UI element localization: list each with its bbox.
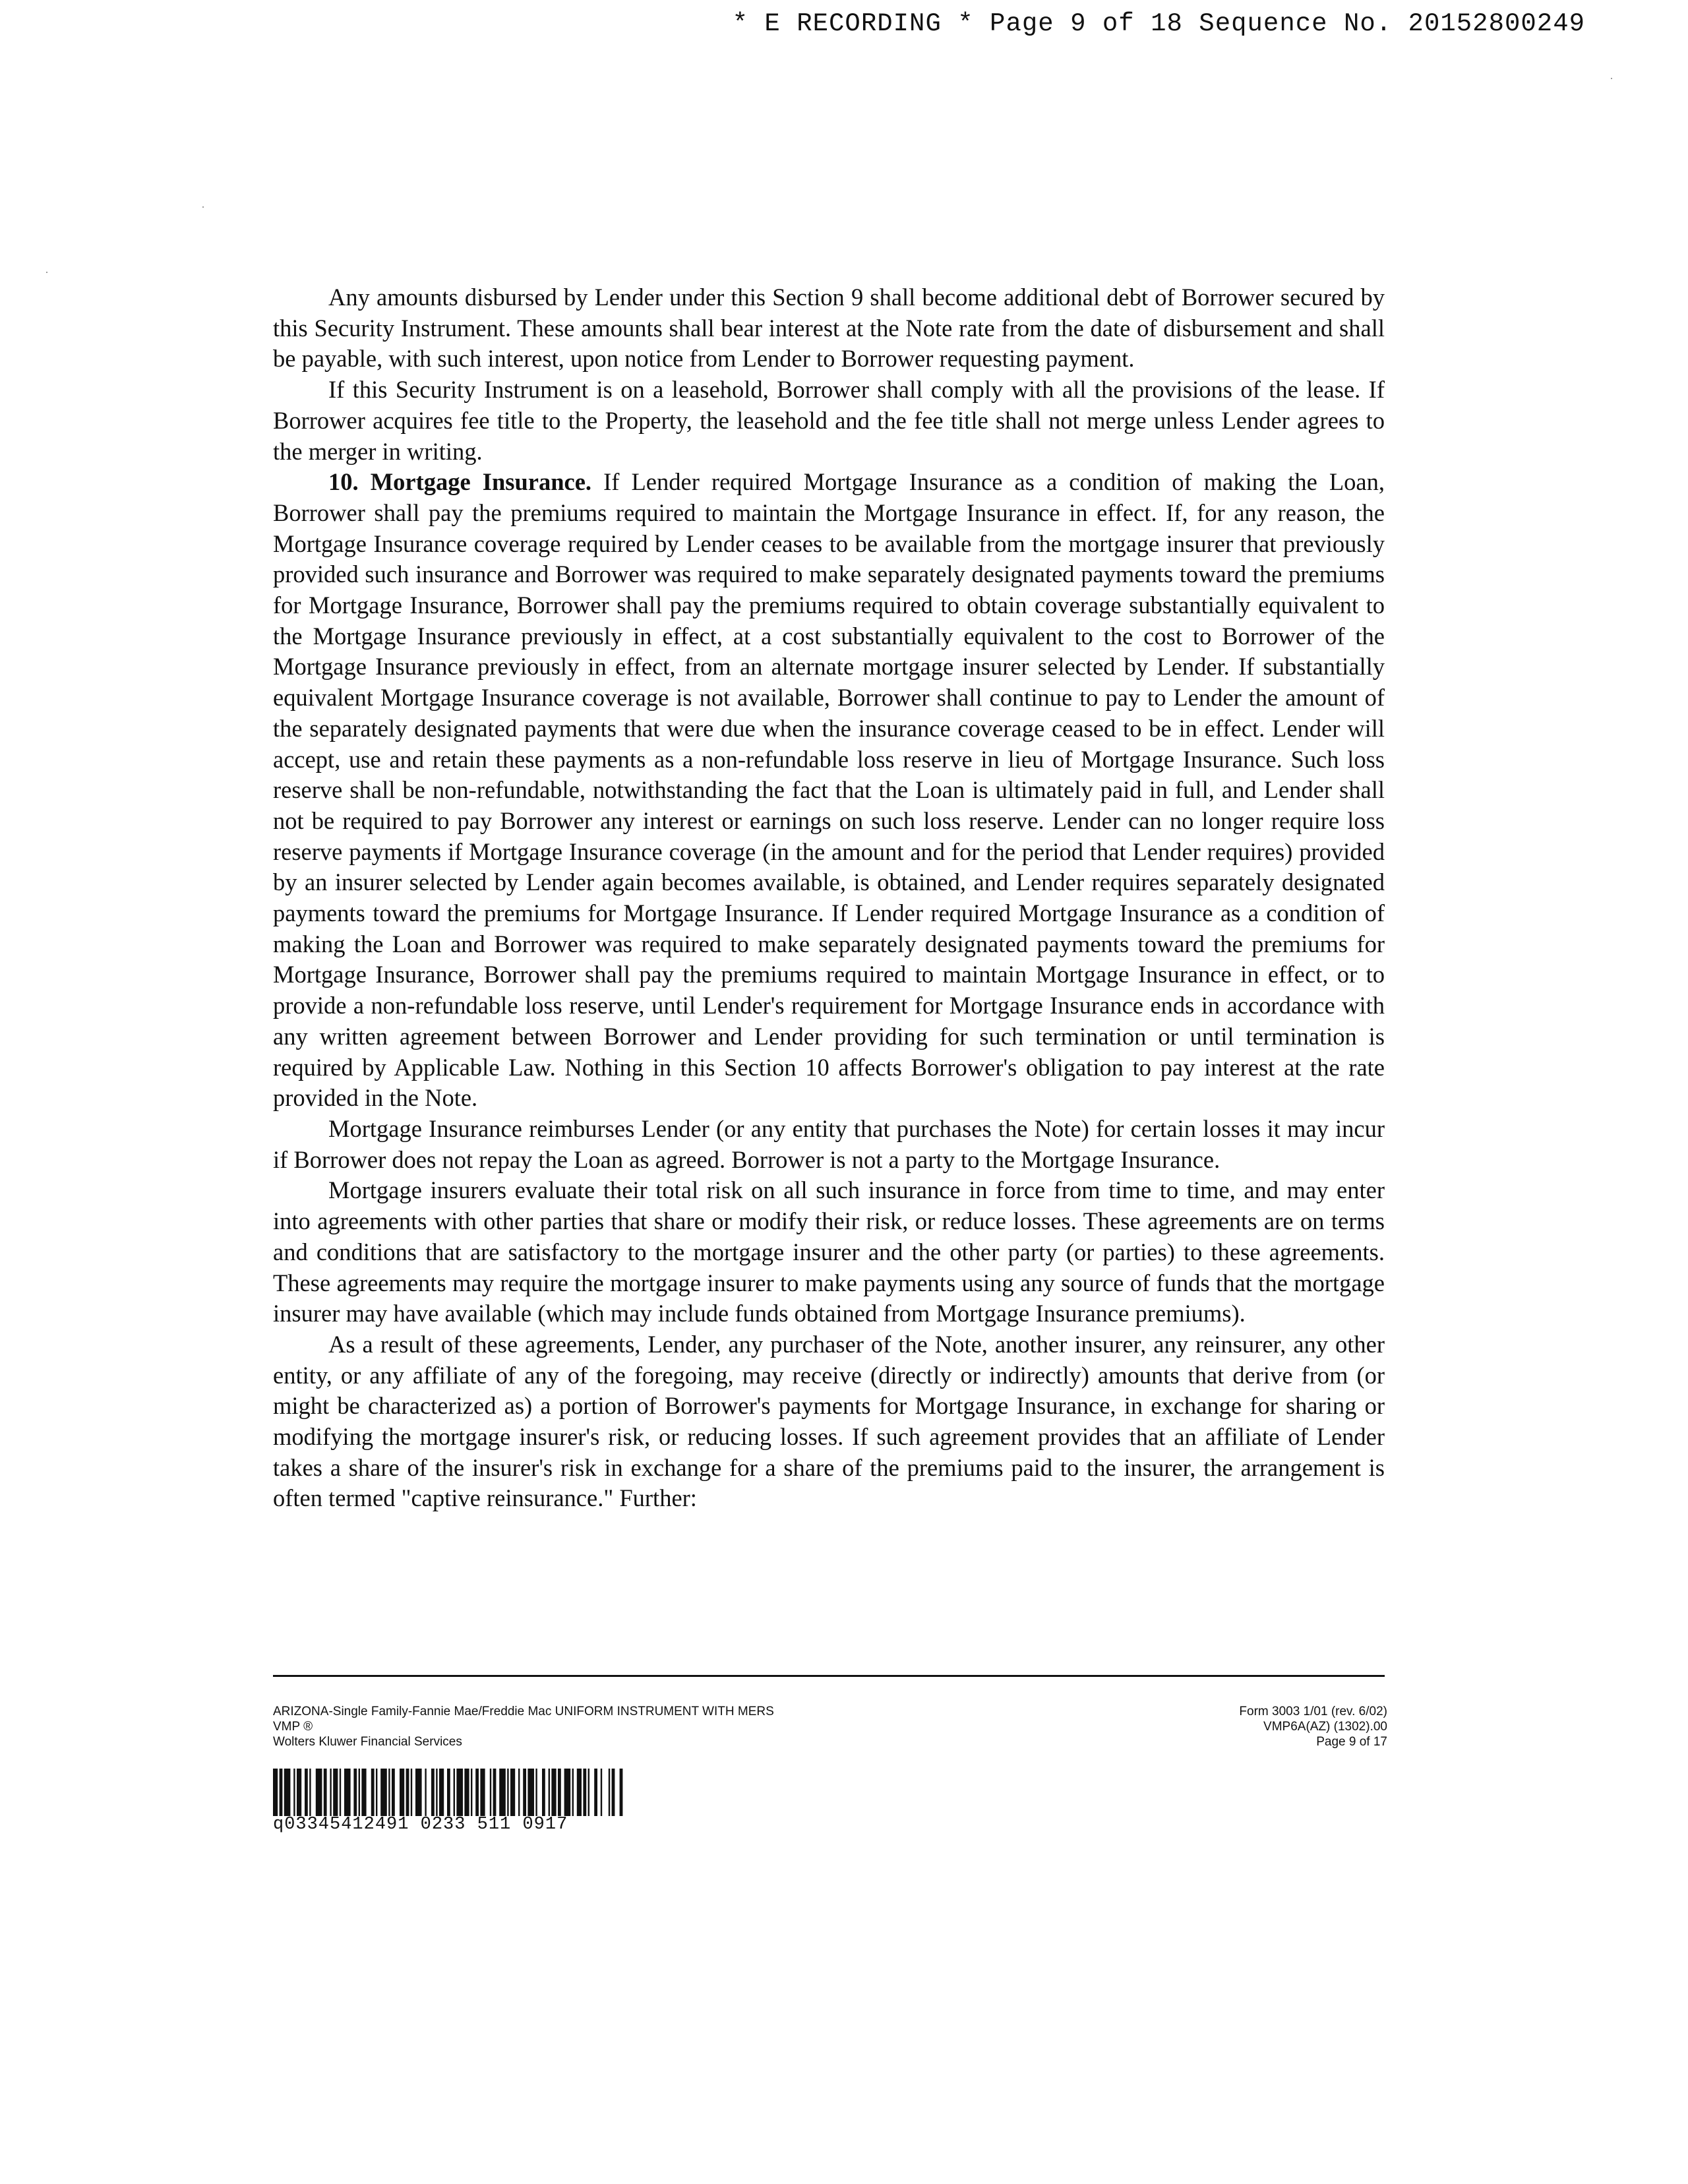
barcode-bar	[280, 1769, 283, 1816]
paragraph: Mortgage insurers evaluate their total risk on all such insurance in force from time to time, and may enter into agreements with other parties that share or modify their risk, or reduce losses. These agreements are on terms and conditions that are satisfactory to the mortgage insurer and the other party (or parties) to these agreements. These agreements may require the mortgage insurer to make payments using any source of funds that the mortgage insurer may have available (which may include funds obtained from Mortgage Insurance premiums).	[273, 1176, 1385, 1327]
barcode-image	[273, 1769, 711, 1816]
form-title: ARIZONA-Single Family-Fannie Mae/Freddie Mac UNIFORM INSTRUMENT WITH MERS	[273, 1705, 774, 1718]
barcode-bar	[475, 1769, 479, 1816]
barcode-bar	[431, 1769, 435, 1816]
barcode-bar	[353, 1769, 357, 1816]
barcode-bar	[436, 1769, 437, 1816]
barcode-bar	[439, 1769, 444, 1816]
barcode-bar	[297, 1769, 301, 1816]
paragraph: If this Security Instrument is on a leasehold, Borrower shall comply with all the provisions of the lease. If Borrower acquires fee title to the Property, the leasehold and the fee title shall not merge unless Lender agrees to the merger in writing.	[273, 376, 1385, 465]
barcode-bar	[333, 1769, 338, 1816]
barcode-bar	[594, 1769, 597, 1816]
barcode-bar	[376, 1769, 377, 1816]
barcode-bar	[359, 1769, 360, 1816]
barcode-bar	[392, 1769, 395, 1816]
barcode-bar	[564, 1769, 571, 1816]
footer-form-number	[1239, 1704, 1387, 1749]
recording-stamp: * E RECORDING * Page 9 of 18 Sequence No. 20152800249	[732, 9, 1585, 38]
barcode-bar	[411, 1769, 412, 1816]
paragraph: Mortgage Insurance reimburses Lender (or any entity that purchases the Note) for certain losses it may incur if Borrower does not repay the Loan as agreed. Borrower is not a party to the Mortgage Insurance.	[273, 1114, 1385, 1173]
barcode-bar	[601, 1769, 602, 1816]
barcode-bar	[371, 1769, 375, 1816]
barcode-bar	[542, 1769, 545, 1816]
footer-form-info	[273, 1704, 774, 1749]
barcode-bar	[361, 1769, 366, 1816]
barcode-bar	[425, 1769, 426, 1816]
barcode-bar	[447, 1769, 450, 1816]
barcode-bar	[380, 1769, 387, 1816]
barcode-bar	[499, 1769, 506, 1816]
barcode-bar	[388, 1769, 390, 1816]
barcode-bar	[471, 1769, 472, 1816]
barcode-bar	[583, 1769, 586, 1816]
barcode-number: q03345412491 0233 511 0917	[273, 1815, 568, 1835]
form-number: Form 3003 1/01 (rev. 6/02)	[1239, 1705, 1387, 1718]
barcode-bar	[490, 1769, 491, 1816]
barcode-bar	[612, 1769, 615, 1816]
vmp-mark: VMP ®	[273, 1720, 313, 1734]
barcode-bar	[551, 1769, 556, 1816]
barcode-bar	[588, 1769, 589, 1816]
barcode-bar	[480, 1769, 485, 1816]
page-number: Page 9 of 17	[1316, 1735, 1387, 1749]
section-text: If Lender required Mortgage Insurance as a condition of making the Loan, Borrower shall pay the premiums required to maintain the Mortgage Insurance in effect. If, for any reason, the Mortgage Insurance coverage required by Lender ceases to be available from the mortgage insurer that previously provided such insurance and Borrower was required to make separately designated payments toward the premiums for Mortgage Insurance, Borrower shall pay the premiums required to obtain coverage substantially equivalent to the Mortgage Insurance previously in effect, at a cost substantially equivalent to the cost to Borrower of the Mortgage Insurance previously in effect, from an alternate mortgage insurer selected by Lender. If substantially equivalent Mortgage Insurance coverage is not available, Borrower shall continue to pay to Lender the amount of the separately designated payments that were due when the insurance coverage ceased to be in effect. Lender will accept, use and retain these payments as a non-refundable loss reserve in lieu of Mortgage Insurance. Such loss reserve shall be non-refundable, notwithstanding the fact that the Loan is ultimately paid in full, and Lender shall not be required to pay Borrower any interest or earnings on such loss reserve. Lender can no longer require loss reserve payments if Mortgage Insurance coverage (in the amount and for the period that Lender requires) provided by an insurer selected by Lender again becomes available, is obtained, and Lender requires separately designated payments toward the premiums for Mortgage Insurance. If Lender required Mortgage Insurance as a condition of making the Loan and Borrower was required to make separately designated payments toward the premiums for Mortgage Insurance, Borrower shall pay the premiums required to maintain Mortgage Insurance in effect, or to provide a non-refundable loss reserve, until Lender's requirement for Mortgage Insurance ends in accordance with any written agreement between Borrower and Lender providing for such termination or until termination is required by Applicable Law. Nothing in this Section 10 affects Borrower's obligation to pay interest at the rate provided in the Note.	[273, 468, 1385, 1112]
scan-speck	[1611, 78, 1612, 79]
barcode-bar	[456, 1769, 463, 1816]
barcode-bar	[305, 1769, 308, 1816]
barcode-bar	[340, 1769, 341, 1816]
barcode-bar	[493, 1769, 497, 1816]
barcode-bar	[293, 1769, 295, 1816]
footer-divider	[273, 1675, 1385, 1677]
barcode-bar	[464, 1769, 469, 1816]
barcode-bar	[273, 1769, 278, 1816]
barcode-bar	[549, 1769, 550, 1816]
barcode-bar	[577, 1769, 582, 1816]
barcode-bar	[324, 1769, 327, 1816]
barcode-bar	[406, 1769, 409, 1816]
barcode-bar	[284, 1769, 291, 1816]
barcode-bar	[316, 1769, 322, 1816]
barcode-bar	[415, 1769, 422, 1816]
barcode-bar	[572, 1769, 574, 1816]
document-body	[273, 282, 1385, 1514]
form-code: VMP6A(AZ) (1302).00	[1263, 1720, 1387, 1734]
barcode-bar	[454, 1769, 455, 1816]
barcode-bar	[535, 1769, 537, 1816]
barcode-bar	[400, 1769, 404, 1816]
barcode-bar	[558, 1769, 561, 1816]
barcode-bar	[344, 1769, 351, 1816]
paragraph: Any amounts disbursed by Lender under this Section 9 shall become additional debt of Borrower secured by this Security Instrument. These amounts shall bear interest at the Note rate from the date of disbursement and shall be payable, with such interest, upon notice from Lender to Borrower requesting payment.	[273, 284, 1385, 373]
section-heading: 10. Mortgage Insurance.	[328, 468, 592, 496]
scan-speck	[202, 206, 204, 208]
barcode-bar	[620, 1769, 623, 1816]
barcode-bar	[309, 1769, 311, 1816]
section-10-paragraph	[273, 467, 1385, 1114]
publisher: Wolters Kluwer Financial Services	[273, 1735, 462, 1749]
scan-speck	[46, 272, 47, 273]
barcode-bar	[528, 1769, 534, 1816]
paragraph: As a result of these agreements, Lender, any purchaser of the Note, another insurer, any reinsurer, any other entity, or any affiliate of any of the foregoing, may receive (directly or indirectly) amounts that derive from (or might be characterized as) a portion of Borrower's payments for Mortgage Insurance, in exchange for sharing or modifying the mortgage insurer's risk, or reducing losses. If such agreement provides that an affiliate of Lender takes a share of the insurer's risk in exchange for a share of the premiums paid to the insurer, the arrangement is often termed "captive reinsurance." Further:	[273, 1330, 1385, 1512]
barcode-bar	[609, 1769, 610, 1816]
barcode-bar	[507, 1769, 508, 1816]
barcode-bar	[523, 1769, 526, 1816]
barcode-bar	[510, 1769, 515, 1816]
barcode-bar	[330, 1769, 331, 1816]
barcode-bar	[518, 1769, 520, 1816]
